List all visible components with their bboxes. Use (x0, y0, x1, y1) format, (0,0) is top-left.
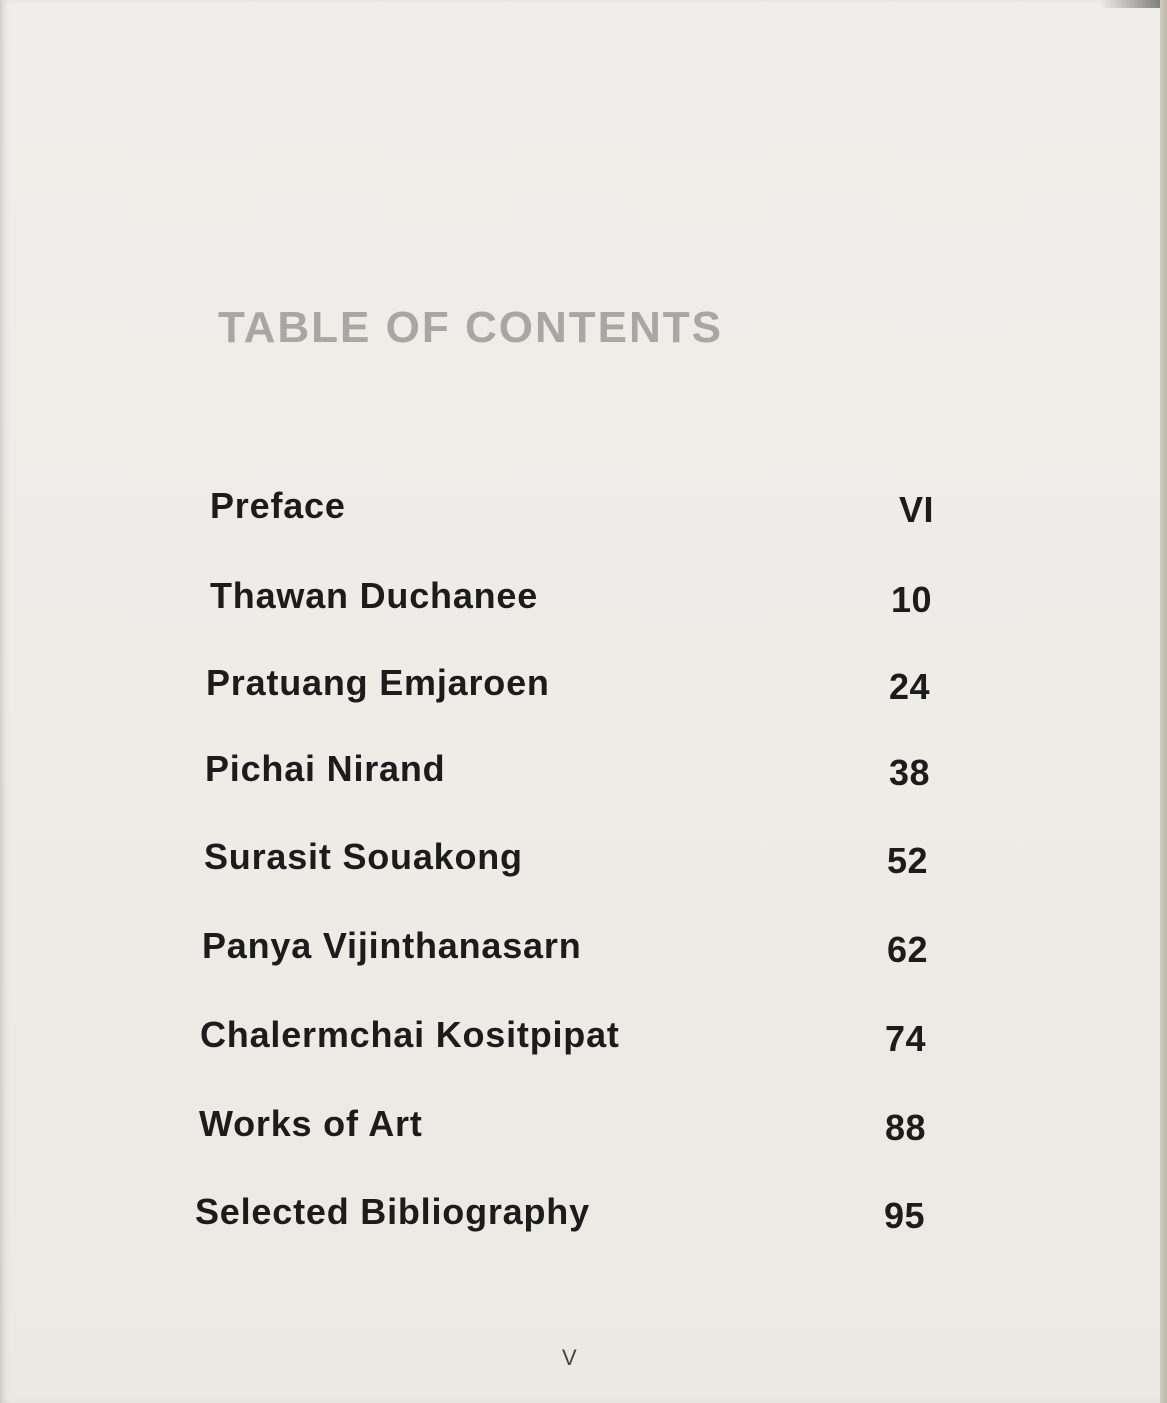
toc-entry-page: 88 (884, 1107, 926, 1148)
toc-entry (195, 1191, 925, 1241)
toc-entry-name: Surasit Souakong (204, 836, 523, 877)
toc-entry-name: Pichai Nirand (205, 748, 446, 789)
toc-entry-page: 10 (890, 579, 932, 620)
toc-entry-name: Chalermchai Kositpipat (200, 1014, 620, 1055)
toc-entry-page: 95 (883, 1195, 925, 1236)
toc-entry-page: VI (898, 489, 934, 530)
toc-entry (210, 485, 934, 535)
toc-entry (206, 662, 930, 712)
toc-entry (210, 575, 932, 625)
toc-entry-name: Preface (210, 485, 346, 526)
page-number: V (562, 1345, 577, 1370)
toc-entry (205, 748, 930, 798)
toc-entry-name: Thawan Duchanee (210, 575, 539, 616)
toc-entry (202, 925, 928, 975)
toc-entry-name: Works of Art (199, 1103, 423, 1144)
toc-entry-name: Selected Bibliography (195, 1191, 590, 1232)
toc-entry (204, 836, 928, 886)
toc-entry-name: Panya Vijinthanasarn (202, 925, 582, 966)
toc-entry (200, 1014, 926, 1064)
toc-entry-page: 38 (888, 752, 930, 793)
toc-entry-page: 24 (888, 666, 930, 707)
toc-entry (199, 1103, 926, 1153)
page-title: TABLE OF CONTENTS (218, 303, 723, 352)
toc-entry-page: 62 (886, 929, 928, 970)
toc-entry-name: Pratuang Emjaroen (206, 662, 550, 703)
toc-entry-page: 52 (886, 840, 928, 881)
page-edge (1160, 0, 1167, 1403)
toc-entry-page: 74 (884, 1018, 926, 1059)
